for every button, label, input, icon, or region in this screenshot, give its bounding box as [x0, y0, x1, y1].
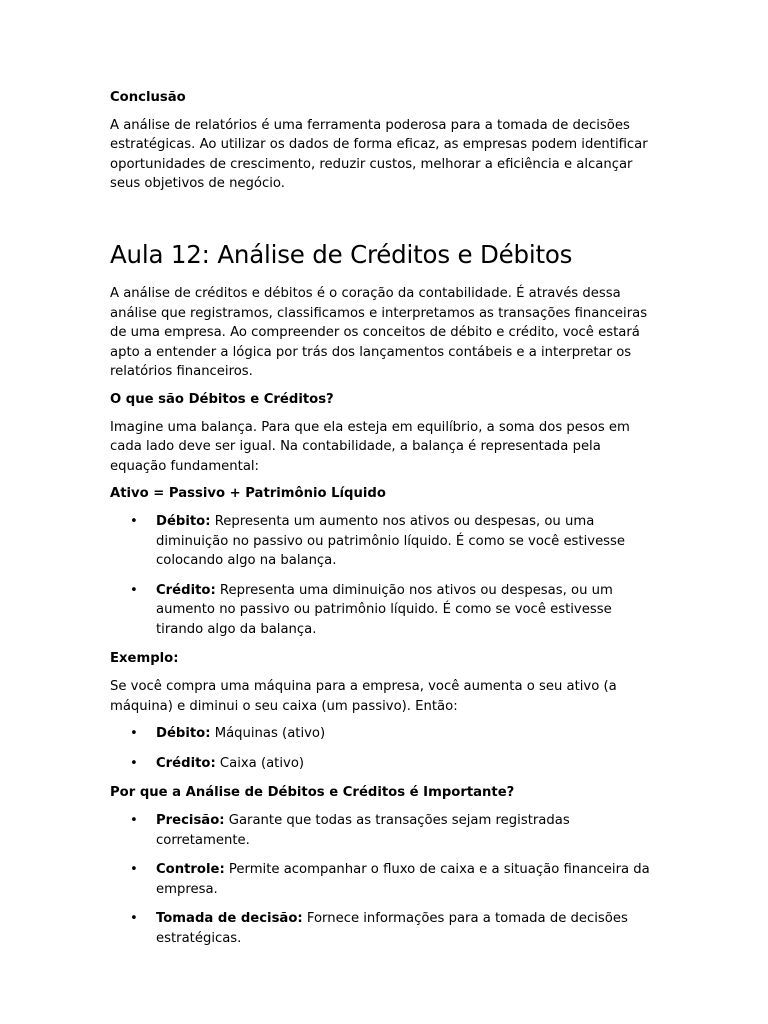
fundamental-equation: Ativo = Passivo + Patrimônio Líquido [110, 486, 386, 502]
list-item-text: Representa uma diminuição nos ativos ou despesas, ou um aumento no passivo ou patrimônio líquido. É como se você estivesse tirando algo da balança. [156, 582, 613, 637]
list-item-term: Controle: [156, 862, 225, 878]
bullet-icon: • [130, 513, 138, 529]
example-entries-list [110, 724, 658, 773]
list-item-term: Tomada de decisão: [156, 911, 303, 927]
list-item [110, 512, 658, 571]
list-item [110, 724, 658, 744]
bullet-icon: • [130, 582, 138, 598]
list-item-term: Débito: [156, 513, 211, 529]
lesson-intro-paragraph: A análise de créditos e débitos é o coração da contabilidade. É através dessa análise que registramos, classificamos e interpretamos as transações financeiras de uma empresa. Ao compreender os conceitos de débito e crédito, você estará apto a entender a lógica por trás dos lançamentos contábeis e a interpretar os relatórios financeiros. [110, 285, 648, 380]
conclusion-heading: Conclusão [110, 90, 186, 105]
list-item-term: Crédito: [156, 582, 216, 598]
importance-list [110, 811, 658, 949]
what-are-debits-credits-heading: O que são Débitos e Créditos? [110, 391, 334, 407]
conclusion-paragraph: A análise de relatórios é uma ferramenta poderosa para a tomada de decisões estratégicas. Ao utilizar os dados de forma eficaz, as empresas podem identificar oportunidades de crescimento, reduzir custos, melhorar a eficiência e alcançar seus objetivos de negócio. [110, 117, 648, 192]
list-item-term: Precisão: [156, 813, 225, 829]
bullet-icon: • [130, 862, 138, 878]
list-item-term: Débito: [156, 726, 211, 742]
balance-paragraph: Imagine uma balança. Para que ela esteja em equilíbrio, a soma dos pesos em cada lado deve ser igual. Na contabilidade, a balança é representada pela equação fundamental: [110, 419, 630, 474]
list-item [110, 909, 658, 948]
list-item-term: Crédito: [156, 755, 216, 771]
example-heading: Exemplo: [110, 651, 179, 667]
list-item [110, 754, 658, 774]
example-paragraph: Se você compra uma máquina para a empresa, você aumenta o seu ativo (a máquina) e diminui o seu caixa (um passivo). Então: [110, 679, 617, 714]
bullet-icon: • [130, 813, 138, 829]
bullet-icon: • [130, 726, 138, 742]
lesson-title: Aula 12: Análise de Créditos e Débitos [110, 239, 573, 269]
list-item-text: Máquinas (ativo) [210, 726, 326, 742]
list-item-text: Representa um aumento nos ativos ou despesas, ou uma diminuição no passivo ou patrimônio líquido. É como se você estivesse colocando algo na balança. [156, 513, 626, 569]
list-item-text: Caixa (ativo) [215, 755, 305, 771]
list-item [110, 811, 658, 850]
bullet-icon: • [130, 911, 138, 927]
list-item-text: Permite acompanhar o fluxo de caixa e a situação financeira da empresa. [156, 862, 650, 897]
list-item-text: Garante que todas as transações sejam registradas corretamente. [156, 813, 570, 848]
list-item [110, 581, 658, 640]
debit-credit-definition-list [110, 512, 658, 640]
list-item [110, 860, 658, 899]
bullet-icon: • [130, 755, 138, 771]
importance-heading: Por que a Análise de Débitos e Créditos é Importante? [110, 785, 515, 801]
list-item-text: Fornece informações para a tomada de decisões estratégicas. [156, 911, 628, 946]
